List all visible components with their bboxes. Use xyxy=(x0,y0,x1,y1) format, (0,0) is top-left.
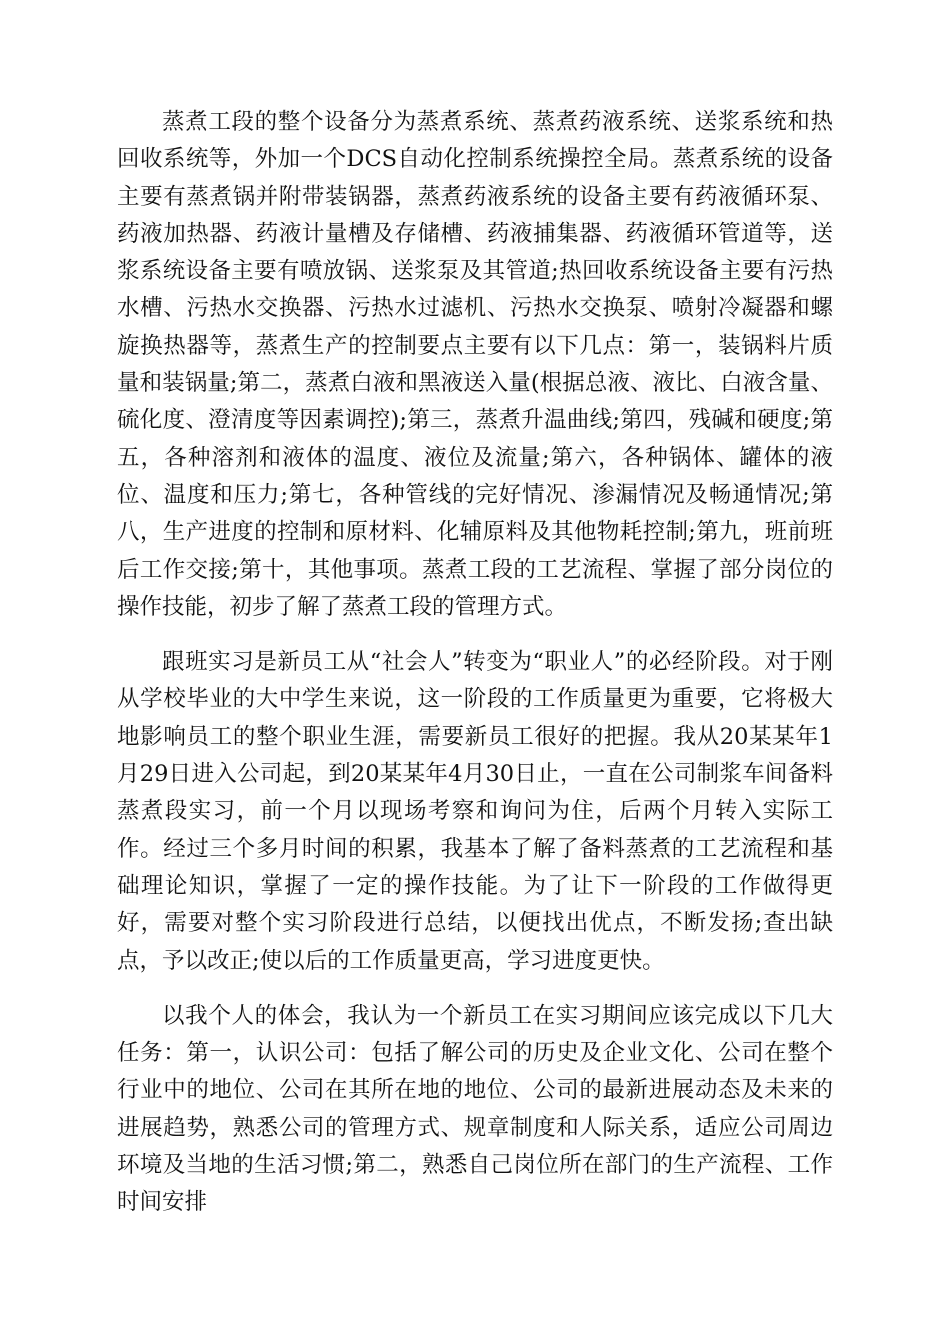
paragraph-new-employee-tasks: 以我个人的体会，我认为一个新员工在实习期间应该完成以下几大任务：第一，认识公司：包括了解公司的历史及企业文化、公司在整个行业中的地位、公司在其所在地的地位、公司的最新进展动态及未来的进展趋势，熟悉公司的管理方式、规章制度和人际关系，适应公司周边环境及当地的生活习惯;第二，熟悉自己岗位所在部门的生产流程、工作时间安排 xyxy=(117,1002,833,1216)
paragraph-cooking-section-equipment: 蒸煮工段的整个设备分为蒸煮系统、蒸煮药液系统、送浆系统和热回收系统等，外加一个DCS自动化控制系统操控全局。蒸煮系统的设备主要有蒸煮锅并附带装锅器，蒸煮药液系统的设备主要有药液循环泵、药液加热器、药液计量槽及存储槽、药液捕集器、药液循环管道等，送浆系统设备主要有喷放锅、送浆泵及其管道;热回收系统设备主要有污热水槽、污热水交换器、污热水过滤机、污热水交换泵、喷射冷凝器和螺旋换热器等，蒸煮生产的控制要点主要有以下几点：第一，装锅料片质量和装锅量;第二，蒸煮白液和黑液送入量(根据总液、液比、白液含量、硫化度、澄清度等因素调控);第三，蒸煮升温曲线;第四，残碱和硬度;第五，各种溶剂和液体的温度、液位及流量;第六，各种锅体、罐体的液位、温度和压力;第七，各种管线的完好情况、渗漏情况及畅通情况;第八，生产进度的控制和原材料、化辅原料及其他物耗控制;第九，班前班后工作交接;第十，其他事项。蒸煮工段的工艺流程、掌握了部分岗位的操作技能，初步了解了蒸煮工段的管理方式。 xyxy=(117,109,833,620)
document-body xyxy=(117,104,833,1240)
paragraph-internship-summary: 跟班实习是新员工从“社会人”转变为“职业人”的必经阶段。对于刚从学校毕业的大中学生来说，这一阶段的工作质量更为重要，它将极大地影响员工的整个职业生涯，需要新员工很好的把握。我从20某某年1月29日进入公司起，到20某某年4月30日止，一直在公司制浆车间备料蒸煮段实习，前一个月以现场考察和询问为住，后两个月转入实际工作。经过三个多月时间的积累，我基本了解了备料蒸煮的工艺流程和基础理论知识，掌握了一定的操作技能。为了让下一阶段的工作做得更好，需要对整个实习阶段进行总结，以便找出优点，不断发扬;查出缺点，予以改正;使以后的工作质量更高，学习进度更快。 xyxy=(117,649,833,974)
